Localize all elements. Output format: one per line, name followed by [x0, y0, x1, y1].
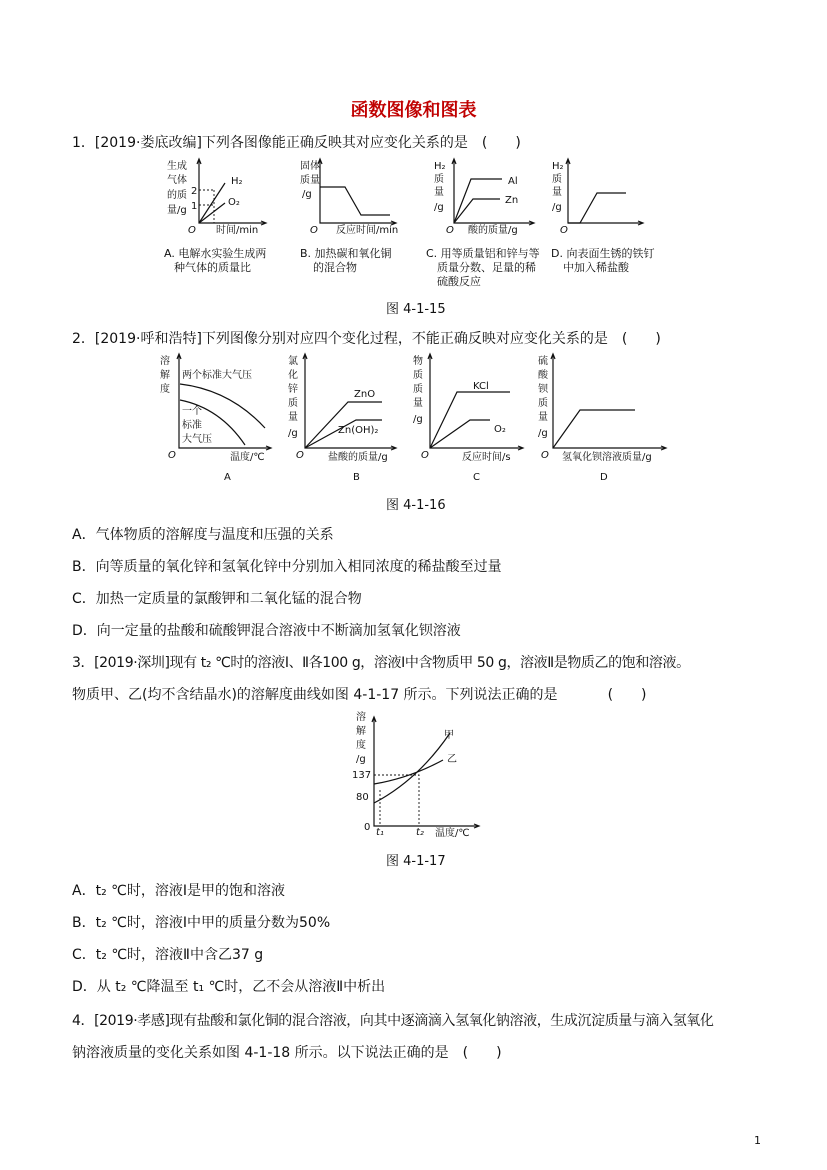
svg-text:t₁: t₁: [376, 827, 384, 838]
q4-stem-line1: 4．[2019·孝感]现有盐酸和氯化铜的混合溶液，向其中逐滴滴入氢氧化钠溶液，生成沉淀质量与滴入氢氧化: [72, 1013, 714, 1029]
q3-option-b[interactable]: B．t₂ ℃时，溶液Ⅰ中甲的质量分数为50%: [72, 915, 331, 931]
svg-text:B. 加热碳和氧化铜: B. 加热碳和氧化铜: [300, 247, 392, 260]
svg-text:O₂: O₂: [494, 424, 506, 435]
svg-text:的质: 的质: [167, 190, 187, 201]
svg-text:B: B: [353, 472, 360, 483]
q1-figure: [150, 155, 680, 295]
svg-text:度: 度: [160, 384, 170, 395]
svg-text:种气体的质量比: 种气体的质量比: [174, 261, 251, 274]
svg-text:t₂: t₂: [416, 827, 424, 838]
q2-graph-c: [413, 354, 511, 483]
svg-text:溶: 溶: [160, 356, 170, 367]
svg-text:中加入稀盐酸: 中加入稀盐酸: [563, 261, 629, 274]
svg-text:H₂: H₂: [434, 161, 446, 172]
q1-graph-d: [552, 161, 568, 236]
svg-text:时间/min: 时间/min: [216, 225, 259, 236]
svg-text:O: O: [168, 450, 176, 461]
answer-bracket: ( ): [481, 135, 521, 151]
svg-text:/g: /g: [552, 202, 562, 213]
svg-text:氯: 氯: [288, 356, 298, 367]
svg-text:化: 化: [288, 370, 298, 381]
svg-text:硫: 硫: [538, 356, 548, 367]
q1-caption: 图 4-1-15: [386, 302, 446, 317]
q2-option-c[interactable]: C．加热一定质量的氯酸钾和二氧化锰的混合物: [72, 591, 362, 607]
svg-text:生成: 生成: [167, 161, 187, 172]
svg-text:固体: 固体: [300, 161, 320, 172]
svg-text:酸: 酸: [538, 370, 548, 381]
svg-text:/g: /g: [302, 189, 312, 200]
svg-text:甲: 甲: [444, 730, 454, 741]
svg-text:解: 解: [356, 726, 366, 737]
q3-option-d[interactable]: D．从 t₂ ℃降温至 t₁ ℃时，乙不会从溶液Ⅱ中析出: [72, 979, 386, 995]
svg-text:C: C: [473, 472, 480, 483]
svg-text:D: D: [600, 472, 608, 483]
svg-text:/g: /g: [434, 202, 444, 213]
svg-text:O: O: [541, 450, 549, 461]
svg-text:80: 80: [356, 792, 369, 803]
svg-text:量: 量: [288, 412, 298, 423]
answer-bracket: ( ): [462, 1045, 502, 1061]
svg-text:/g: /g: [413, 414, 423, 425]
svg-text:KCl: KCl: [473, 381, 489, 392]
page-title: 函数图像和图表: [350, 100, 477, 121]
svg-text:A: A: [224, 472, 231, 483]
page-number: 1: [754, 1134, 761, 1147]
svg-text:量: 量: [413, 398, 423, 409]
svg-text:气体: 气体: [167, 175, 187, 186]
svg-text:O: O: [310, 225, 318, 236]
q2-graph-b: [288, 354, 388, 483]
svg-text:O₂: O₂: [228, 197, 240, 208]
svg-text:量: 量: [434, 187, 444, 198]
svg-text:H₂: H₂: [552, 161, 564, 172]
svg-text:温度/℃: 温度/℃: [435, 828, 470, 839]
q1-graph-a: [167, 159, 258, 236]
q2-graph-a: [160, 354, 265, 483]
svg-text:量: 量: [538, 412, 548, 423]
svg-text:钡: 钡: [538, 384, 548, 395]
answer-bracket: ( ): [607, 687, 647, 703]
svg-text:反应时间/s: 反应时间/s: [462, 452, 511, 463]
q2-option-b[interactable]: B．向等质量的氧化锌和氢氧化锌中分别加入相同浓度的稀盐酸至过量: [72, 559, 502, 575]
svg-text:的混合物: 的混合物: [313, 261, 357, 274]
svg-text:两个标准大气压: 两个标准大气压: [182, 370, 252, 381]
svg-text:乙: 乙: [447, 754, 457, 765]
q1-graph-b: [300, 159, 398, 236]
svg-text:1: 1: [191, 201, 198, 212]
svg-text:O: O: [296, 450, 304, 461]
svg-text:反应时间/min: 反应时间/min: [336, 225, 399, 236]
svg-text:质: 质: [538, 398, 548, 409]
svg-text:质: 质: [413, 370, 423, 381]
q4-stem-line2: 钠溶液质量的变化关系如图 4-1-18 所示。以下说法正确的是 ( ): [72, 1045, 502, 1061]
answer-bracket: ( ): [621, 331, 661, 347]
svg-text:量: 量: [552, 187, 562, 198]
svg-text:O: O: [446, 225, 454, 236]
q3-figure: [350, 708, 490, 848]
q2-figure: [150, 350, 680, 490]
svg-text:/g: /g: [288, 428, 298, 439]
svg-text:2: 2: [191, 186, 198, 197]
svg-text:O: O: [560, 225, 568, 236]
q3-option-a[interactable]: A．t₂ ℃时，溶液Ⅰ是甲的饱和溶液: [72, 883, 285, 899]
svg-text:标准: 标准: [182, 420, 202, 431]
svg-text:质: 质: [288, 398, 298, 409]
svg-text:质量: 质量: [300, 175, 320, 186]
svg-text:温度/℃: 温度/℃: [230, 452, 265, 463]
svg-text:物: 物: [413, 356, 423, 367]
svg-text:Zn: Zn: [505, 195, 519, 206]
svg-text:/g: /g: [356, 754, 366, 765]
svg-text:质: 质: [413, 384, 423, 395]
svg-text:大气压: 大气压: [182, 434, 212, 445]
svg-text:质: 质: [434, 174, 444, 185]
svg-text:O: O: [188, 225, 196, 236]
svg-text:A. 电解水实验生成两: A. 电解水实验生成两: [164, 247, 267, 260]
q3-stem-line2: 物质甲、乙(均不含结晶水)的溶解度曲线如图 4-1-17 所示。下列说法正确的是 ( ): [72, 687, 647, 703]
svg-text:137: 137: [352, 770, 372, 781]
svg-text:酸的质量/g: 酸的质量/g: [468, 225, 518, 236]
svg-text:锌: 锌: [288, 384, 298, 395]
svg-text:ZnO: ZnO: [354, 389, 376, 400]
q1-stem: 1．[2019·娄底改编]下列各图像能正确反映其对应变化关系的是 ( ): [72, 135, 521, 151]
q2-option-a[interactable]: A．气体物质的溶解度与温度和压强的关系: [72, 527, 334, 543]
svg-text:硫酸反应: 硫酸反应: [437, 275, 481, 288]
q3-option-c[interactable]: C．t₂ ℃时，溶液Ⅱ中含乙37 g: [72, 947, 264, 963]
svg-text:氢氧化钡溶液质量/g: 氢氧化钡溶液质量/g: [562, 452, 652, 463]
svg-text:C. 用等质量铝和锌与等: C. 用等质量铝和锌与等: [426, 247, 540, 260]
svg-text:D. 向表面生锈的铁钉: D. 向表面生锈的铁钉: [551, 247, 655, 260]
svg-text:盐酸的质量/g: 盐酸的质量/g: [328, 452, 388, 463]
svg-text:质: 质: [552, 174, 562, 185]
q2-graph-d: [538, 354, 652, 483]
q2-caption: 图 4-1-16: [386, 498, 446, 513]
q2-stem: 2．[2019·呼和浩特]下列图像分别对应四个变化过程，不能正确反映对应变化关系的是 ( ): [72, 331, 661, 347]
svg-text:H₂: H₂: [231, 176, 243, 187]
svg-text:0: 0: [364, 822, 371, 833]
svg-text:解: 解: [160, 370, 170, 381]
q3-stem-line1: 3．[2019·深圳]现有 t₂ ℃时的溶液Ⅰ、Ⅱ各100 g，溶液Ⅰ中含物质甲 50 g，溶液Ⅱ是物质乙的饱和溶液。: [72, 655, 690, 671]
svg-text:/g: /g: [538, 428, 548, 439]
svg-text:O: O: [421, 450, 429, 461]
svg-text:Al: Al: [508, 176, 518, 187]
svg-text:质量分数、足量的稀: 质量分数、足量的稀: [437, 261, 536, 274]
q3-caption: 图 4-1-17: [386, 854, 446, 869]
svg-text:一个: 一个: [182, 406, 202, 417]
svg-text:量/g: 量/g: [167, 205, 187, 216]
svg-text:度: 度: [356, 740, 366, 751]
q2-option-d[interactable]: D．向一定量的盐酸和硫酸钾混合溶液中不断滴加氢氧化钡溶液: [72, 623, 461, 639]
svg-text:溶: 溶: [356, 712, 366, 723]
svg-text:Zn(OH)₂: Zn(OH)₂: [338, 425, 379, 436]
